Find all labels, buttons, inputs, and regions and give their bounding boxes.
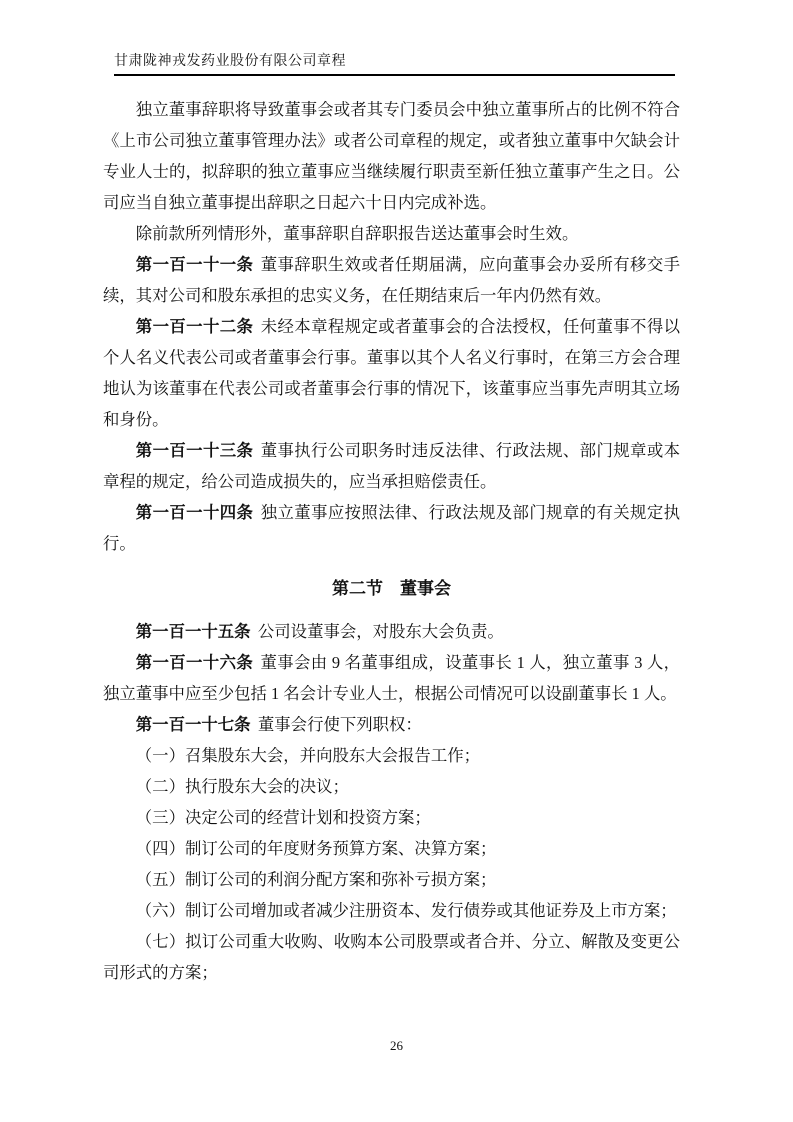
document-body [103, 94, 680, 988]
article-112 [103, 311, 680, 435]
article-115 [103, 616, 680, 647]
article-116-number: 第一百一十六条 [135, 653, 254, 672]
article-116 [103, 647, 680, 709]
article-112-text: 未经本章程规定或者董事会的合法授权，任何董事不得以个人名义代表公司或者董事会行事。董事以其个人名义行事时，在第三方会合理地认为该董事在代表公司或者董事会行事的情况下，该董事应当事先声明其立场和身份。 [103, 317, 681, 429]
article-111 [103, 249, 680, 311]
paragraph-independent-resign-ratio: 独立董事辞职将导致董事会或者其专门委员会中独立董事所占的比例不符合《上市公司独立董事管理办法》或者公司章程的规定，或者独立董事中欠缺会计专业人士的，拟辞职的独立董事应当继续履行职责至新任独立董事产生之日。公司应当自独立董事提出辞职之日起六十日内完成补选。 [103, 100, 680, 212]
article-113-text: 董事执行公司职务时违反法律、行政法规、部门规章或本章程的规定，给公司造成损失的，应当承担赔偿责任。 [103, 441, 681, 491]
article-117-text: 董事会行使下列职权： [257, 715, 422, 734]
page-number: 26 [390, 1038, 403, 1053]
duty-item-2: （二）执行股东大会的决议； [135, 777, 349, 796]
duty-item-4: （四）制订公司的年度财务预算方案、决算方案； [135, 839, 497, 858]
article-115-number: 第一百一十五条 [135, 622, 251, 641]
article-113-number: 第一百一十三条 [135, 441, 254, 460]
article-111-number: 第一百一十一条 [135, 255, 254, 274]
paragraph-resign-effective: 除前款所列情形外，董事辞职自辞职报告送达董事会时生效。 [135, 224, 579, 243]
article-112-number: 第一百一十二条 [135, 317, 254, 336]
document-header [114, 52, 675, 76]
article-114-text: 独立董事应按照法律、行政法规及部门规章的有关规定执行。 [103, 503, 681, 553]
article-115-text: 公司设董事会，对股东大会负责。 [257, 622, 504, 641]
article-114-number: 第一百一十四条 [135, 503, 254, 522]
duty-item-6: （六）制订公司增加或者减少注册资本、发行债券或其他证券及上市方案； [135, 901, 677, 920]
article-113 [103, 435, 680, 497]
header-title: 甘肃陇神戎发药业股份有限公司章程 [114, 54, 346, 69]
article-117 [103, 709, 680, 740]
duty-item-3: （三）决定公司的经营计划和投资方案； [135, 808, 431, 827]
article-114 [103, 497, 680, 559]
article-116-text: 董事会由 9 名董事组成，设董事长 1 人，独立董事 3 人，独立董事中应至少包括 1 名会计专业人士，根据公司情况可以设副董事长 1 人。 [103, 653, 681, 703]
article-117-number: 第一百一十七条 [135, 715, 251, 734]
article-111-text: 董事辞职生效或者任期届满，应向董事会办妥所有移交手续，其对公司和股东承担的忠实义务，在任期结束后一年内仍然有效。 [103, 255, 681, 305]
duty-item-7: （七）拟订公司重大收购、收购本公司股票或者合并、分立、解散及变更公司形式的方案； [103, 932, 680, 982]
section-heading: 第二节 董事会 [332, 579, 451, 598]
duty-item-1: （一）召集股东大会，并向股东大会报告工作； [135, 746, 480, 765]
duty-item-5: （五）制订公司的利润分配方案和弥补亏损方案； [135, 870, 497, 889]
